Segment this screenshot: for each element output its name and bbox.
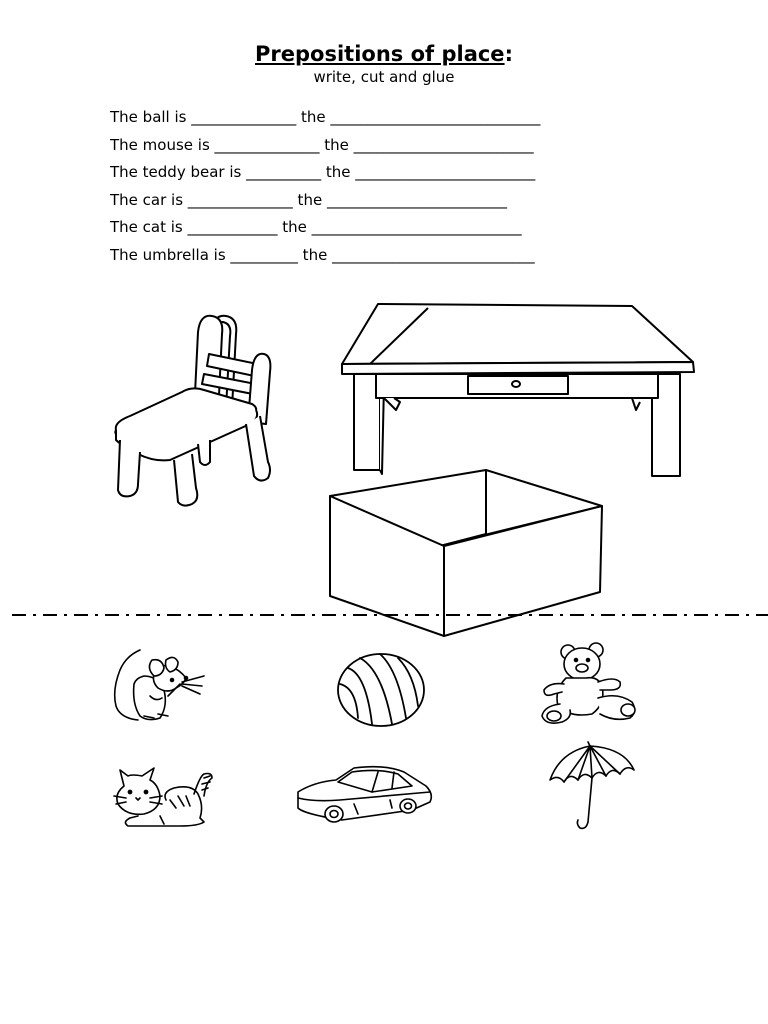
cat-picture — [108, 766, 214, 830]
title-text: Prepositions of place — [255, 42, 505, 66]
worksheet-subtitle: write, cut and glue — [313, 68, 455, 86]
sentence-ball: The ball is ______________ the ____________________________ — [110, 108, 541, 126]
cut-line — [12, 614, 768, 616]
title-colon: : — [504, 42, 513, 66]
umbrella-picture — [546, 740, 636, 832]
worksheet-title — [0, 42, 768, 66]
mouse-picture — [106, 646, 206, 724]
box-picture — [326, 468, 606, 638]
sentence-list — [110, 107, 540, 273]
sentence-mouse: The mouse is ______________ the ________________________ — [110, 135, 534, 154]
chair-picture — [108, 312, 270, 504]
teddy-bear-picture — [540, 642, 640, 726]
sentence-umbrella: The umbrella is _________ the ___________________________ — [110, 245, 535, 264]
sentence-teddy-bear: The teddy bear is __________ the ________________________ — [110, 163, 536, 182]
sentence-car: The car is ______________ the ________________________ — [110, 190, 507, 209]
sentence-cat: The cat is ____________ the ____________________________ — [110, 218, 522, 237]
car-picture — [294, 764, 434, 826]
ball-picture — [336, 652, 426, 730]
table-picture — [340, 300, 695, 480]
